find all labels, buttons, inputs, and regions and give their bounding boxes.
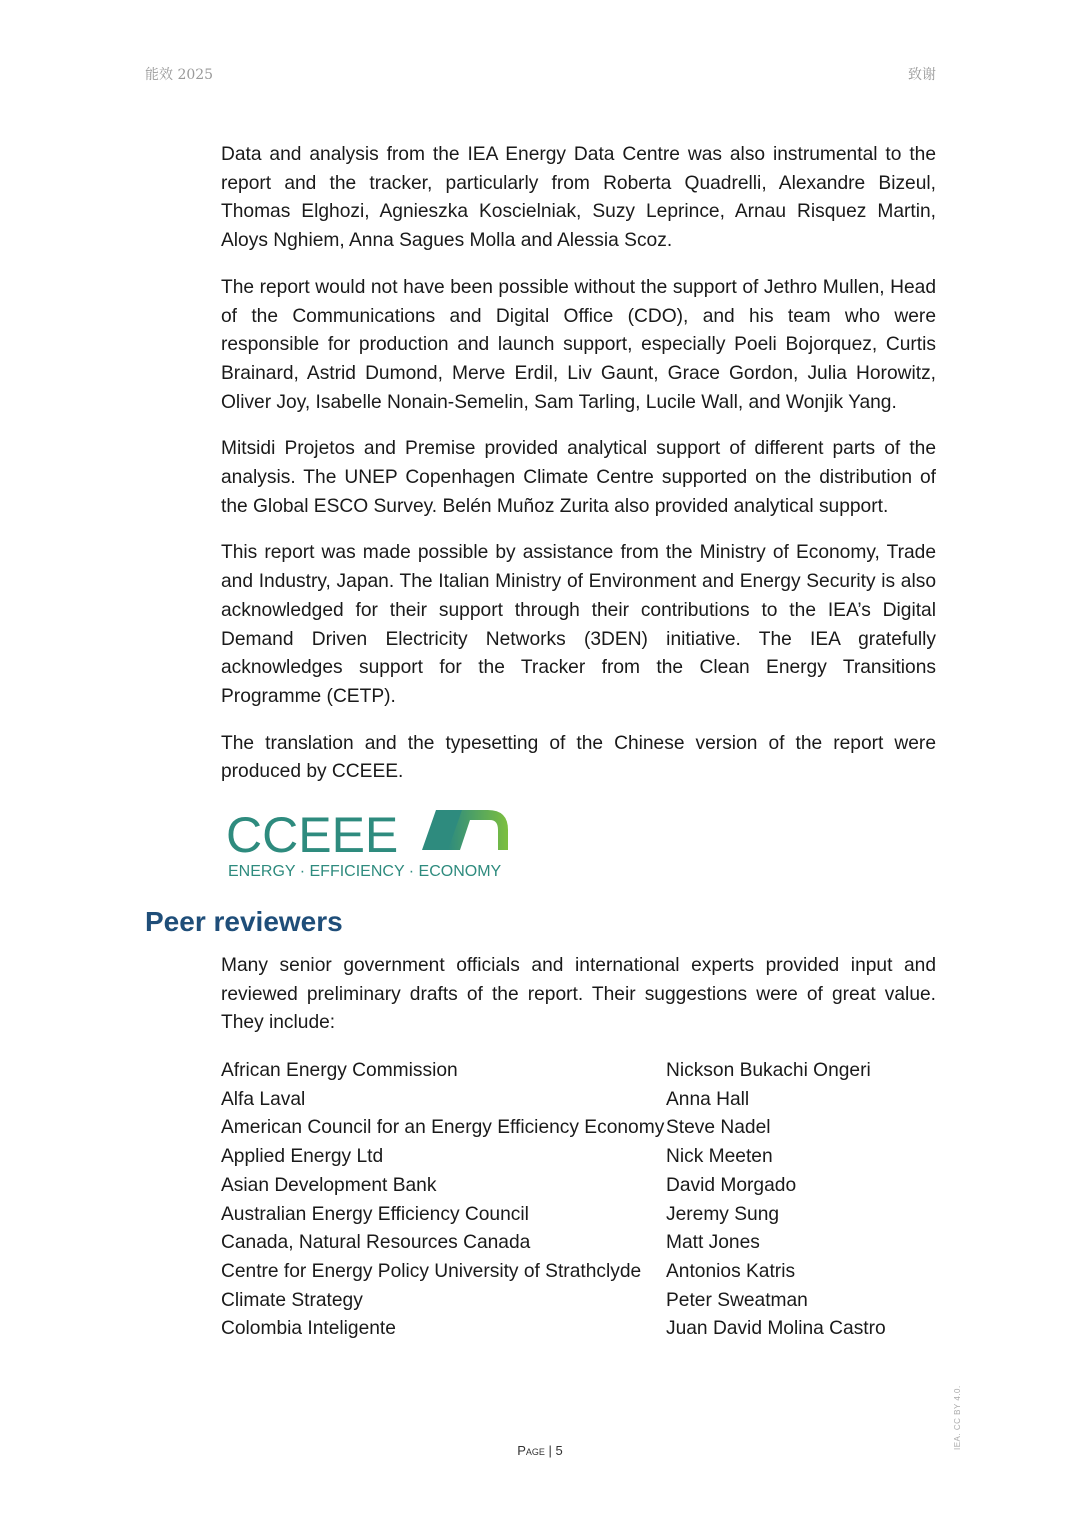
reviewer-organization: Alfa Laval [221,1088,306,1110]
page-number: 5 [555,1443,563,1458]
reviewer-organization: Applied Energy Ltd [221,1146,384,1168]
reviewer-name: Juan David Molina Castro [666,1318,886,1340]
reviewer-organization: Asian Development Bank [221,1174,437,1196]
peer-reviewers-title: Peer reviewers [145,906,343,937]
reviewer-row [221,1172,936,1201]
reviewer-organization: Centre for Energy Policy University of Strathclyde [221,1260,642,1282]
reviewers-list [221,1057,936,1344]
reviewer-name: Steve Nadel [666,1117,771,1139]
reviewer-row [221,1057,936,1086]
reviewer-name: Antonios Katris [666,1260,796,1282]
reviewer-row [221,1201,936,1230]
reviewer-organization: Canada, Natural Resources Canada [221,1232,531,1254]
reviewer-name: David Morgado [666,1174,797,1196]
paragraph-analytical-support: Mitsidi Projetos and Premise provided analytical support of different parts of the analysis. The UNEP Copenhagen Climate Centre supported on the distribution of the Global ESCO Survey. Belén Muñoz Zurita also provided analytical support. [221,438,936,517]
reviewer-organization: Climate Strategy [221,1289,363,1311]
reviewer-organization: Australian Energy Efficiency Council [221,1203,529,1225]
paragraph-data-centre: Data and analysis from the IEA Energy Data Centre was also instrumental to the report and the tracker, particularly from Roberta Quadrelli, Alexandre Bizeul, Thomas Elghozi, Agnieszka Koscielniak, Suzy Leprince, Arnau Risquez Martin, Aloys Nghiem, Anna Sagues Molla and Alessia Scoz. [221,144,936,252]
header-right: 致谢 [908,67,936,83]
header-left: 能效 2025 [145,67,214,83]
reviewer-name: Peter Sweatman [666,1289,808,1311]
paragraph-funding: This report was made possible by assistance from the Ministry of Economy, Trade and Industry, Japan. The Italian Ministry of Environment and Energy Security is also acknowledged for their support through their contributions to the IEA’s Digital Demand Driven Electricity Networks (3DEN) initiative. The IEA gratefully acknowledges support for the Tracker from the Clean Energy Transitions Programme (CETP). [221,542,936,707]
cceee-logo [226,806,526,882]
reviewer-row [221,1315,936,1344]
paragraph-communications: The report would not have been possible without the support of Jethro Mullen, Head of the Communications and Digital Office (CDO), and his team who were responsible for production and launch support, especially Poeli Bojorquez, Curtis Brainard, Astrid Dumond, Merve Erdil, Liv Gaunt, Grace Gordon, Julia Horowitz, Oliver Joy, Isabelle Nonain-Semelin, Sam Tarling, Lucile Wall, and Wonjik Yang. [221,276,936,413]
reviewer-name: Nickson Bukachi Ongeri [666,1060,871,1081]
cceee-tagline: ENERGY · EFFICIENCY · ECONOMY [228,863,502,880]
peer-reviewers-intro: Many senior government officials and international experts provided input and reviewed preliminary drafts of the report. Their suggestions were of great value. They include: [221,955,936,1034]
cceee-logo-graphic [226,806,526,882]
reviewer-row [221,1287,936,1316]
reviewer-name: Matt Jones [666,1232,760,1254]
reviewer-row [221,1258,936,1287]
reviewer-organization: Colombia Inteligente [221,1318,396,1340]
license-watermark: IEA. CC BY 4.0. [953,1385,962,1450]
reviewer-organization: African Energy Commission [221,1060,458,1081]
reviewer-row [221,1229,936,1258]
acknowledgements-body [221,141,936,805]
reviewer-name: Anna Hall [666,1088,750,1110]
page-label: Page [517,1443,545,1458]
svg-text:CCEEE: CCEEE [226,807,399,863]
reviewer-row [221,1143,936,1172]
reviewer-name: Nick Meeten [666,1146,773,1168]
page-footer: Page | 5 [517,1443,563,1458]
reviewer-row [221,1086,936,1115]
paragraph-translation: The translation and the typesetting of the Chinese version of the report were produced by CCEEE. [221,732,936,783]
reviewer-organization: American Council for an Energy Efficiency Economy [221,1117,665,1139]
reviewer-name: Jeremy Sung [666,1203,780,1225]
reviewer-row [221,1114,936,1143]
